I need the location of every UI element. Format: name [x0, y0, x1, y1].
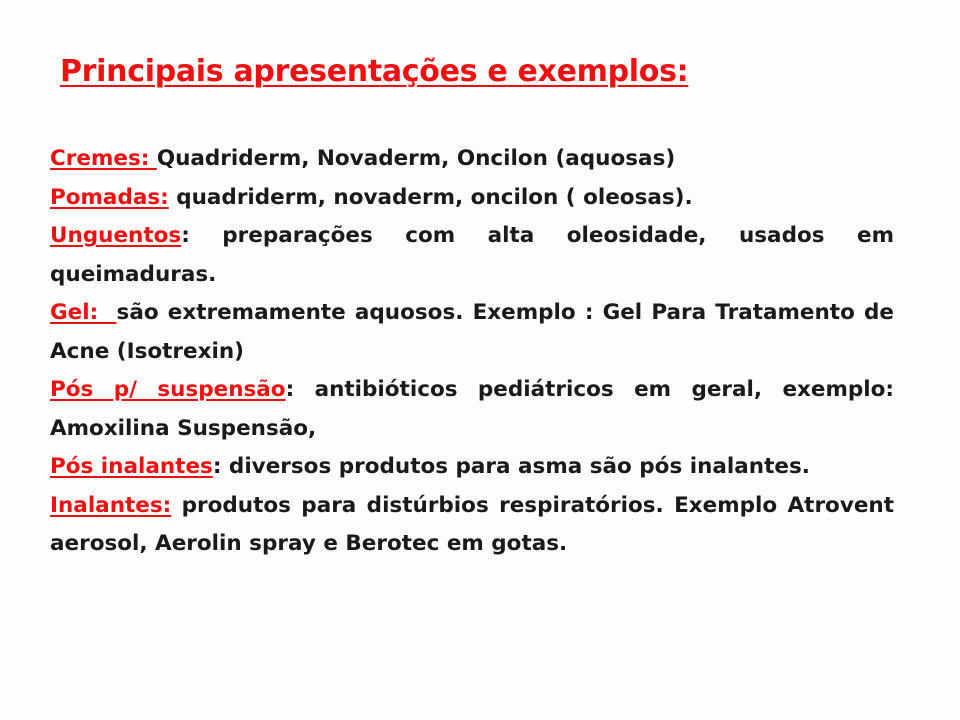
- entry-inalantes: [50, 487, 894, 564]
- entry-cremes: [50, 140, 894, 179]
- term-unguentos: Unguentos: [50, 223, 182, 248]
- entry-cremes-text: Quadriderm, Novaderm, Oncilon (aquosas): [156, 146, 676, 171]
- entry-gel: [50, 294, 894, 371]
- term-cremes: Cremes:: [50, 146, 157, 171]
- entry-unguentos-text: : preparações com alta oleosidade, usados em queimaduras.: [50, 223, 894, 287]
- entry-pos-inalantes: [50, 448, 894, 487]
- term-pos-suspensao: Pós p/ suspensão: [50, 377, 286, 402]
- entry-pos-suspensao: [50, 371, 894, 448]
- entry-inalantes-text: produtos para distúrbios respiratórios. Exemplo Atrovent aerosol, Aerolin spray e Berotec em gotas.: [50, 492, 894, 556]
- entry-gel-text: são extremamente aquosos. Exemplo : Gel Para Tratamento de Acne (Isotrexin): [50, 300, 894, 364]
- entry-pos-suspensao-text: : antibióticos pediátricos em geral, exemplo: Amoxilina Suspensão,: [50, 377, 895, 441]
- term-pomadas: Pomadas:: [50, 184, 169, 210]
- term-gel: Gel:: [50, 300, 117, 325]
- slide-content: [50, 140, 894, 564]
- term-pos-inalantes: Pós inalantes: [50, 454, 213, 479]
- entry-pomadas-text: quadriderm, novaderm, oncilon ( oleosas).: [168, 184, 693, 210]
- slide-title: Principais apresentações e exemplos:: [60, 54, 689, 89]
- term-inalantes: Inalantes:: [50, 492, 172, 518]
- entry-pos-inalantes-text: : diversos produtos para asma são pós inalantes.: [212, 454, 810, 479]
- entry-unguentos: [50, 217, 894, 294]
- entry-pomadas: [50, 179, 894, 218]
